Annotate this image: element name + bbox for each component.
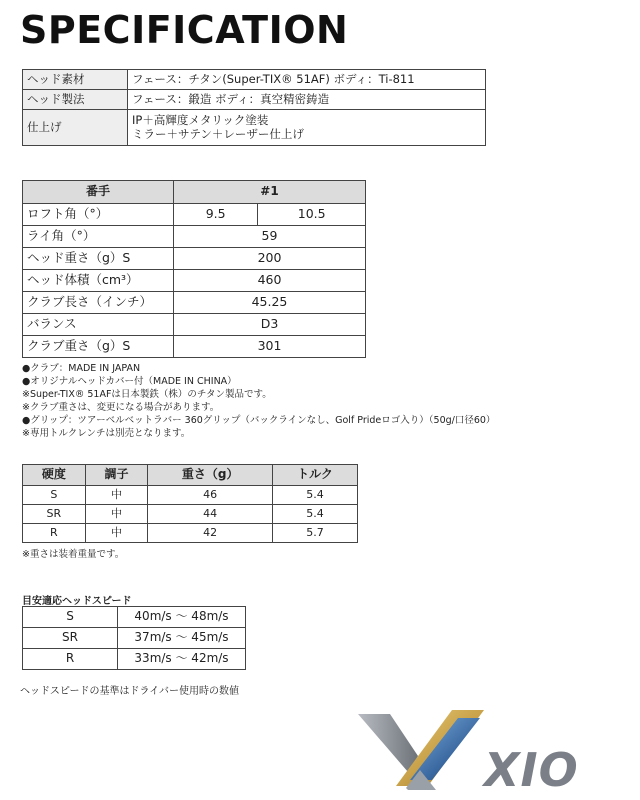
finish-line-2: ミラー＋サテン＋レーザー仕上げ: [132, 126, 304, 141]
shaft-cell: 中: [85, 524, 148, 543]
note-item: ※専用トルクレンチは別売となります。: [22, 428, 191, 439]
table-row: [23, 110, 486, 146]
shaft-cell: S: [23, 486, 86, 505]
spec-header-key: 番手: [23, 181, 174, 204]
table-row: [23, 248, 366, 270]
shaft-cell: 中: [85, 505, 148, 524]
spec-table: [22, 180, 366, 358]
spec-label: ライ角（°）: [23, 226, 174, 248]
table-row: [23, 486, 358, 505]
hs-range: 40m/s 〜 48m/s: [118, 607, 246, 628]
spec-value: 9.5: [174, 204, 258, 226]
note-item: ※クラブ重さは、変更になる場合があります。: [22, 402, 220, 413]
hs-range: 37m/s 〜 45m/s: [118, 628, 246, 649]
notes-list: [22, 362, 495, 440]
table-row: [23, 336, 366, 358]
note-item: ●クラブ：MADE IN JAPAN: [22, 363, 141, 374]
shaft-header: トルク: [272, 465, 357, 486]
spec-value: 59: [174, 226, 366, 248]
hs-flex: S: [23, 607, 118, 628]
note-item: ※Super-TIX® 51AFは日本製鉄（株）のチタン製品です。: [22, 389, 272, 400]
table-row: [23, 628, 246, 649]
shaft-cell: 5.4: [272, 505, 357, 524]
material-table: [22, 69, 486, 146]
spec-label: ヘッド重さ（g）S: [23, 248, 174, 270]
material-key: 仕上げ: [23, 110, 128, 146]
hs-range: 33m/s 〜 42m/s: [118, 649, 246, 670]
table-row: [23, 270, 366, 292]
table-row: [23, 505, 358, 524]
shaft-header: 重さ（g）: [148, 465, 273, 486]
table-row: [23, 70, 486, 90]
table-row: [23, 314, 366, 336]
shaft-header: 硬度: [23, 465, 86, 486]
page-title: SPECIFICATION: [20, 8, 349, 52]
head-speed-table: [22, 606, 246, 670]
table-header-row: [23, 465, 358, 486]
hs-flex: R: [23, 649, 118, 670]
spec-label: クラブ長さ（インチ）: [23, 292, 174, 314]
shaft-cell: R: [23, 524, 86, 543]
table-row: [23, 292, 366, 314]
hs-flex: SR: [23, 628, 118, 649]
table-header-row: [23, 181, 366, 204]
table-row: [23, 226, 366, 248]
head-speed-note: ヘッドスピードの基準はドライバー使用時の数値: [20, 686, 239, 697]
spec-label: バランス: [23, 314, 174, 336]
table-row: [23, 607, 246, 628]
shaft-cell: 46: [148, 486, 273, 505]
shaft-cell: 5.7: [272, 524, 357, 543]
spec-label: ロフト角（°）: [23, 204, 174, 226]
spec-value: 460: [174, 270, 366, 292]
shaft-note: ※重さは装着重量です。: [22, 549, 125, 560]
head-speed-title: 目安適応ヘッドスピード: [22, 596, 132, 607]
table-row: [23, 90, 486, 110]
shaft-cell: 42: [148, 524, 273, 543]
shaft-header: 調子: [85, 465, 148, 486]
spec-label: ヘッド体積（cm³）: [23, 270, 174, 292]
material-value: フェース：チタン(Super-TIX® 51AF) ボディ：Ti-811: [128, 70, 486, 90]
spec-value: 45.25: [174, 292, 366, 314]
spec-value: 301: [174, 336, 366, 358]
spec-label: クラブ重さ（g）S: [23, 336, 174, 358]
finish-line-1: IP＋高輝度メタリック塗装: [132, 113, 269, 128]
shaft-cell: 中: [85, 486, 148, 505]
note-item: ●グリップ：ツアーベルベットラバー 360グリップ（バックラインなし、Golf Prideロゴ入り）（50g/口径60）: [22, 415, 496, 426]
spec-value: D3: [174, 314, 366, 336]
spec-value: 200: [174, 248, 366, 270]
material-value: フェース：鍛造 ボディ：真空精密鋳造: [128, 90, 486, 110]
shaft-table: [22, 464, 358, 543]
spec-value: 10.5: [258, 204, 366, 226]
material-value: [128, 110, 486, 146]
table-row: [23, 524, 358, 543]
table-row: [23, 649, 246, 670]
xxio-logo: [356, 704, 636, 794]
shaft-cell: 44: [148, 505, 273, 524]
material-key: ヘッド製法: [23, 90, 128, 110]
logo-wordmark: XIO: [484, 743, 579, 794]
table-row: [23, 204, 366, 226]
shaft-cell: 5.4: [272, 486, 357, 505]
spec-header-value: #1: [174, 181, 366, 204]
note-item: ●オリジナルヘッドカバー付（MADE IN CHINA）: [22, 376, 237, 387]
material-key: ヘッド素材: [23, 70, 128, 90]
logo-x-stroke: [358, 714, 418, 772]
shaft-cell: SR: [23, 505, 86, 524]
